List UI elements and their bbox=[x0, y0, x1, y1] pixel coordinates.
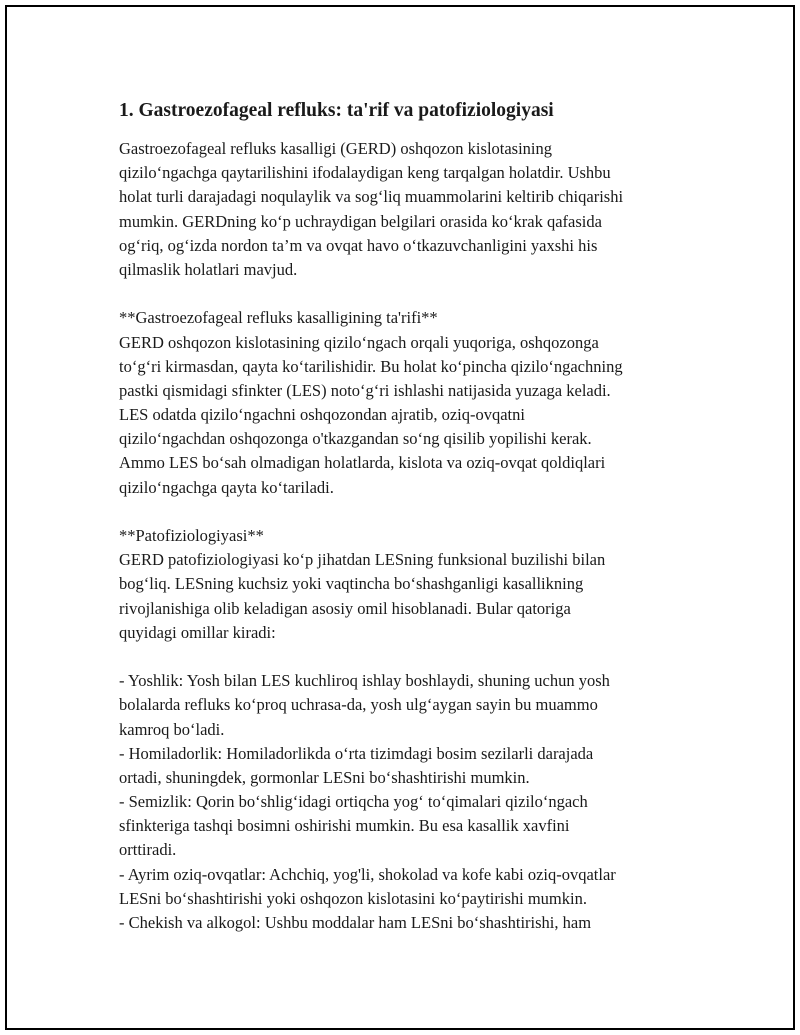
text-line: qilmaslik holatlari mavjud. bbox=[119, 259, 298, 279]
document-body bbox=[119, 99, 719, 935]
text-line: - Chekish va alkogol: Ushbu moddalar ham LESni bo‘shashtirishi, ham bbox=[119, 913, 592, 932]
text-line: ortadi, shuningdek, gormonlar LESni bo‘shashtirishi mumkin. bbox=[119, 767, 530, 787]
text-line: orttiradi. bbox=[119, 840, 177, 860]
text-line: - Yoshlik: Yosh bilan LES kuchliroq ishlay boshlaydi, shuning uchun yosh bbox=[119, 671, 610, 691]
text-line: - Ayrim oziq-ovqatlar: Achchiq, yog'li, shokolad va kofe kabi oziq-ovqatlar bbox=[119, 864, 616, 884]
section-heading: 1. Gastroezofageal refluks: ta'rif va patofiziologiyasi bbox=[119, 100, 554, 121]
text-line: kamroq bo‘ladi. bbox=[119, 719, 225, 739]
text-line: Ammo LES bo‘sah olmadigan holatlarda, kislota va oziq-ovqat qoldiqlari bbox=[119, 453, 606, 473]
text-line: LESni bo‘shashtirishi yoki oshqozon kislotasini ko‘paytirishi mumkin. bbox=[119, 888, 587, 908]
text-line: **Patofiziologiyasi** bbox=[119, 526, 264, 545]
text-line: Gastroezofageal refluks kasalligi (GERD) oshqozon kislotasining bbox=[119, 139, 553, 158]
text-line: sfinkteriga tashqi bosimni oshirishi mumkin. Bu esa kasallik xavfini bbox=[119, 816, 570, 836]
text-line: pastki qismidagi sfinkter (LES) noto‘g‘ri ishlashi natijasida yuzaga keladi. bbox=[119, 380, 611, 400]
text-line: - Semizlik: Qorin bo‘shlig‘idagi ortiqcha yog‘ to‘qimalari qizilo‘ngach bbox=[119, 792, 588, 812]
text-line: quyidagi omillar kiradi: bbox=[119, 622, 276, 642]
text-line: bog‘liq. LESning kuchsiz yoki vaqtincha bo‘shashganligi kasallikning bbox=[119, 574, 584, 594]
text-line: to‘g‘ri kirmasdan, qayta ko‘tarilishidir. Bu holat ko‘pincha qizilo‘ngachning bbox=[119, 356, 623, 376]
text-line: LES odatda qizilo‘ngachni oshqozondan ajratib, oziq-ovqatni bbox=[119, 405, 525, 425]
text-line: GERD oshqozon kislotasining qizilo‘ngach orqali yuqoriga, oshqozonga bbox=[119, 332, 599, 352]
text-line: - Homiladorlik: Homiladorlikda o‘rta tizimdagi bosim sezilarli darajada bbox=[119, 743, 594, 763]
page-frame bbox=[5, 5, 795, 1030]
paragraph-block bbox=[119, 137, 719, 935]
blank-line bbox=[119, 645, 719, 669]
text-line: holat turli darajadagi noqulaylik va sog‘liq muammolarini keltirib chiqarishi bbox=[119, 187, 624, 207]
text-line: qizilo‘ngachdan oshqozonga o'tkazgandan so‘ng qisilib yopilishi kerak. bbox=[119, 429, 592, 449]
text-line: qizilo‘ngachga qaytarilishini ifodalaydigan keng tarqalgan holatdir. Ushbu bbox=[119, 163, 611, 183]
blank-line bbox=[119, 500, 719, 524]
text-line: mumkin. GERDning ko‘p uchraydigan belgilari orasida ko‘krak qafasida bbox=[119, 211, 602, 231]
text-line: **Gastroezofageal refluks kasalligining ta'rifi** bbox=[119, 308, 438, 328]
text-line: bolalarda refluks ko‘proq uchrasa-da, yosh ulg‘aygan sayin bu muammo bbox=[119, 695, 598, 715]
text-line: GERD patofiziologiyasi ko‘p jihatdan LESning funksional buzilishi bilan bbox=[119, 550, 606, 570]
text-line: qizilo‘ngachga qayta ko‘tariladi. bbox=[119, 477, 334, 497]
text-line: og‘riq, og‘izda nordon ta’m va ovqat havo o‘tkazuvchanligini yaxshi his bbox=[119, 235, 598, 255]
text-line: rivojlanishiga olib keladigan asosiy omil hisoblanadi. Bular qatoriga bbox=[119, 598, 571, 618]
blank-line bbox=[119, 282, 719, 306]
